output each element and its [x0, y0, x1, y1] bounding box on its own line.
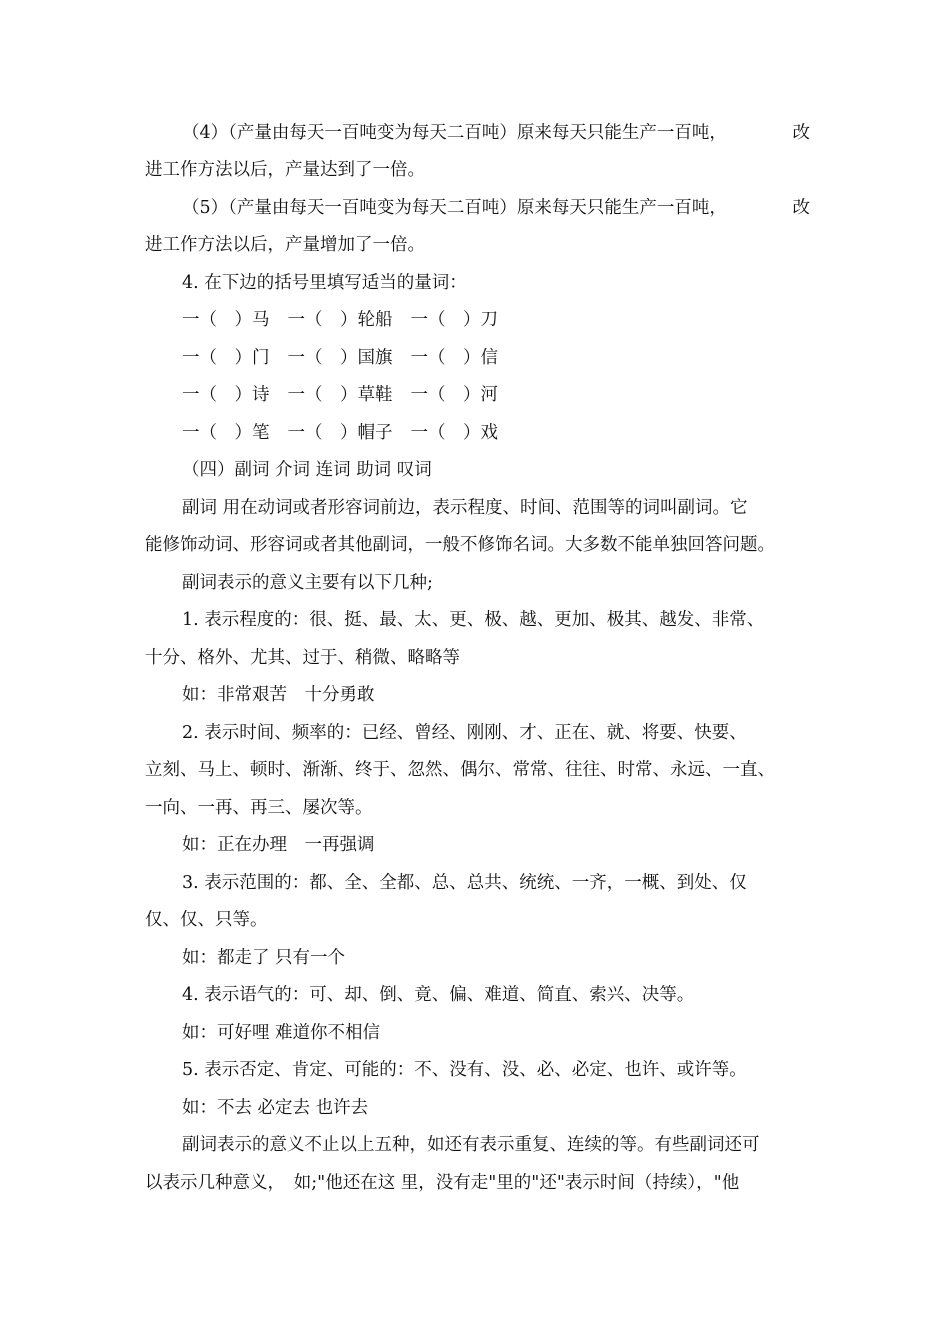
measure-word-item: 一（ ）戏 [410, 423, 498, 443]
section-heading: （四）副词 介词 连词 助词 叹词 [182, 460, 432, 480]
measure-word-row [182, 419, 498, 447]
measure-word-item: 一（ ）信 [410, 348, 498, 368]
measure-word-item: 一（ ）门 [182, 348, 270, 368]
measure-word-item: 一（ ）刀 [410, 310, 498, 330]
measure-word-row [182, 344, 498, 372]
text-run: 改 [792, 198, 810, 218]
paragraph-line: 能修饰动词、形容词或者其他副词，一般不修饰名词。大多数不能单独回答问题。 [145, 535, 775, 555]
example-line: 如：可好哩 难道你不相信 [182, 1023, 381, 1043]
example-line: 如：非常艰苦 十分勇敢 [182, 685, 375, 705]
example-line: 如：都走了 只有一个 [182, 948, 346, 968]
paragraph-line [182, 194, 810, 222]
paragraph-line: 副词 用在动词或者形容词前边，表示程度、时间、范围等的词叫副词。它 [182, 498, 748, 518]
measure-word-row [182, 306, 498, 334]
paragraph-line: 进工作方法以后，产量增加了一倍。 [145, 235, 425, 255]
measure-word-item: 一（ ）马 [182, 310, 270, 330]
example-line: 如：正在办理 一再强调 [182, 835, 375, 855]
exercise-heading: 4. 在下边的括号里填写适当的量词： [182, 273, 467, 293]
measure-word-item: 一（ ）国旗 [287, 348, 393, 368]
paragraph-line: 副词表示的意义不止以上五种，如还有表示重复、连续的等。有些副词还可 [182, 1135, 760, 1155]
measure-word-item: 一（ ）诗 [182, 385, 270, 405]
text-run: （4）（产量由每天一百吨变为每天二百吨）原来每天只能生产一百吨， [182, 123, 727, 143]
measure-word-item: 一（ ）草鞋 [287, 385, 393, 405]
paragraph-line: 5. 表示否定、肯定、可能的：不、没有、没、必、必定、也许、或许等。 [182, 1060, 747, 1080]
text-run: （5）（产量由每天一百吨变为每天二百吨）原来每天只能生产一百吨， [182, 198, 727, 218]
paragraph-line: 仅、仅、只等。 [145, 910, 268, 930]
text-run: 改 [792, 123, 810, 143]
paragraph-line [182, 119, 810, 147]
paragraph-line: 4. 表示语气的：可、却、倒、竟、偏、难道、简直、索兴、决等。 [182, 985, 695, 1005]
paragraph-line: 副词表示的意义主要有以下几种; [182, 573, 433, 593]
measure-word-item: 一（ ）河 [410, 385, 498, 405]
measure-word-item: 一（ ）轮船 [287, 310, 393, 330]
measure-word-item: 一（ ）笔 [182, 423, 270, 443]
measure-word-row [182, 381, 498, 409]
paragraph-line: 1. 表示程度的：很、挺、最、太、更、极、越、更加、极其、越发、非常、 [182, 610, 765, 630]
example-line: 如：不去 必定去 也许去 [182, 1098, 369, 1118]
measure-word-item: 一（ ）帽子 [287, 423, 393, 443]
paragraph-line: 立刻、马上、顿时、渐渐、终于、忽然、偶尔、常常、往往、时常、永远、一直、 [145, 760, 775, 780]
paragraph-line: 一向、一再、再三、屡次等。 [145, 798, 373, 818]
paragraph-line: 2. 表示时间、频率的：已经、曾经、刚刚、才、正在、就、将要、快要、 [182, 723, 747, 743]
paragraph-line: 进工作方法以后，产量达到了一倍。 [145, 160, 425, 180]
paragraph-line: 3. 表示范围的：都、全、全都、总、总共、统统、一齐，一概、到处、仅 [182, 873, 747, 893]
paragraph-line: 以表示几种意义， 如;"他还在这 里，没有走"里的"还"表示时间（持续），"他 [145, 1173, 740, 1193]
paragraph-line: 十分、格外、尤其、过于、稍微、略略等 [145, 648, 460, 668]
